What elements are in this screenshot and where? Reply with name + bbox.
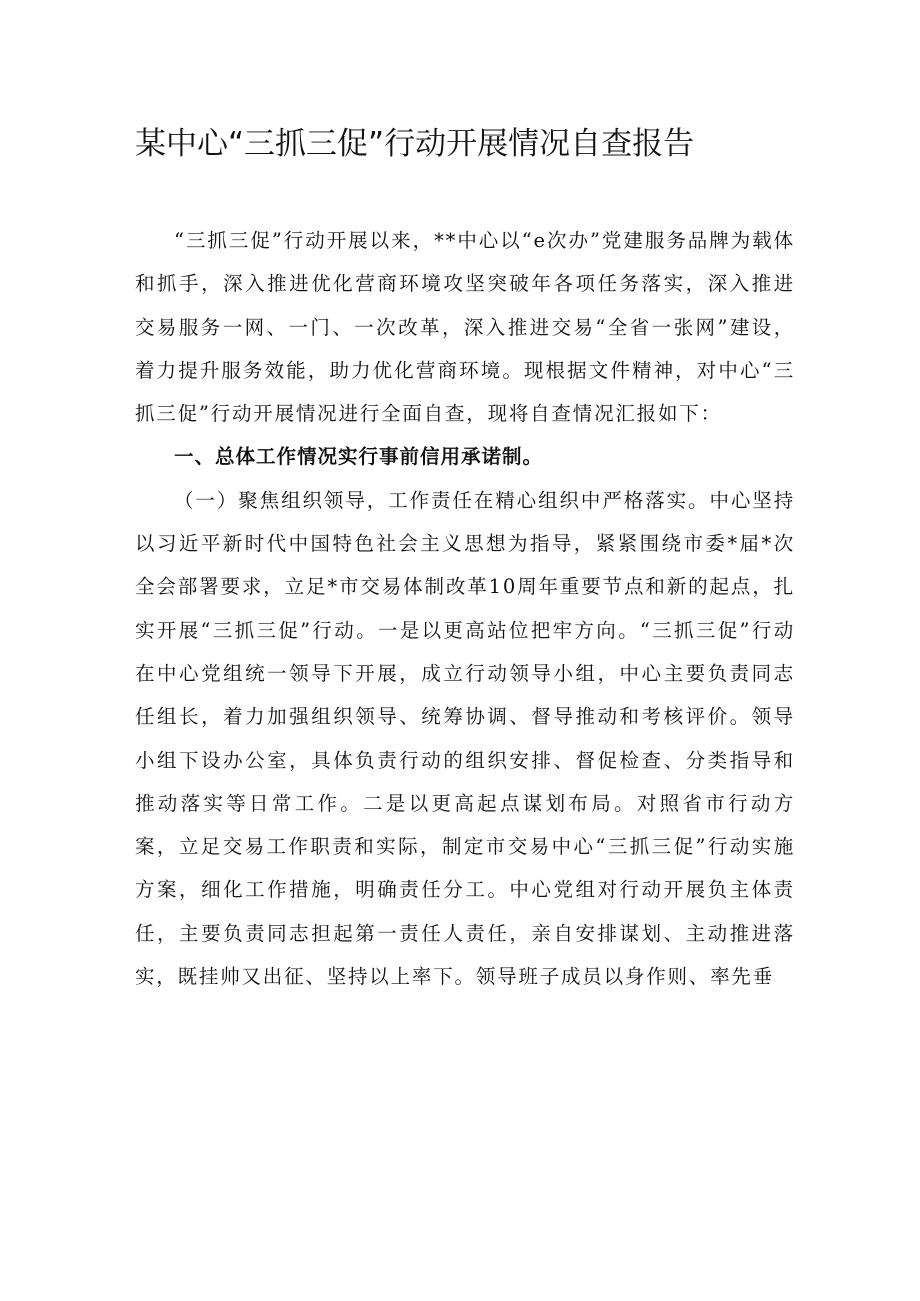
section-paragraph: （一）聚焦组织领导，工作责任在精心组织中严格落实。中心坚持以习近平新时代中国特色社会主义思想为指导，紧紧围绕市委*届*次全会部署要求，立足*市交易体制改革10周年重要节点和新的起点，扎实开展“三抓三促”行动。一是以更高站位把牢方向。“三抓三促”行动在中心党组统一领导下开展，成立行动领导小组，中心主要负责同志任组长，着力加强组织领导、统筹协调、督导推动和考核评价。领导小组下设办公室，具体负责行动的组织安排、督促检查、分类指导和推动落实等日常工作。二是以更高起点谋划布局。对照省市行动方案，立足交易工作职责和实际，制定市交易中心“三抓三促”行动实施方案，细化工作措施，明确责任分工。中心党组对行动开展负主体责任，主要负责同志担起第一责任人责任，亲自安排谋划、主动推进落实，既挂帅又出征、坚持以上率下。领导班子成员以身作则、率先垂: [135, 488, 795, 989]
section-heading: 一、总体工作情况实行事前信用承诺制。: [174, 445, 544, 469]
document-title: 某中心“三抓三促”行动开展情况自查报告: [135, 126, 695, 162]
intro-paragraph: “三抓三促”行动开展以来，**中心以“e次办”党建服务品牌为载体和抓手，深入推进优化营商环境攻坚突破年各项任务落实，深入推进交易服务一网、一门、一次改革，深入推进交易“全省一张网”建设，着力提升服务效能，助力优化营商环境。现根据文件精神，对中心“三抓三促”行动开展情况进行全面自查，现将自查情况汇报如下：: [135, 229, 795, 426]
document-body: [135, 219, 795, 998]
